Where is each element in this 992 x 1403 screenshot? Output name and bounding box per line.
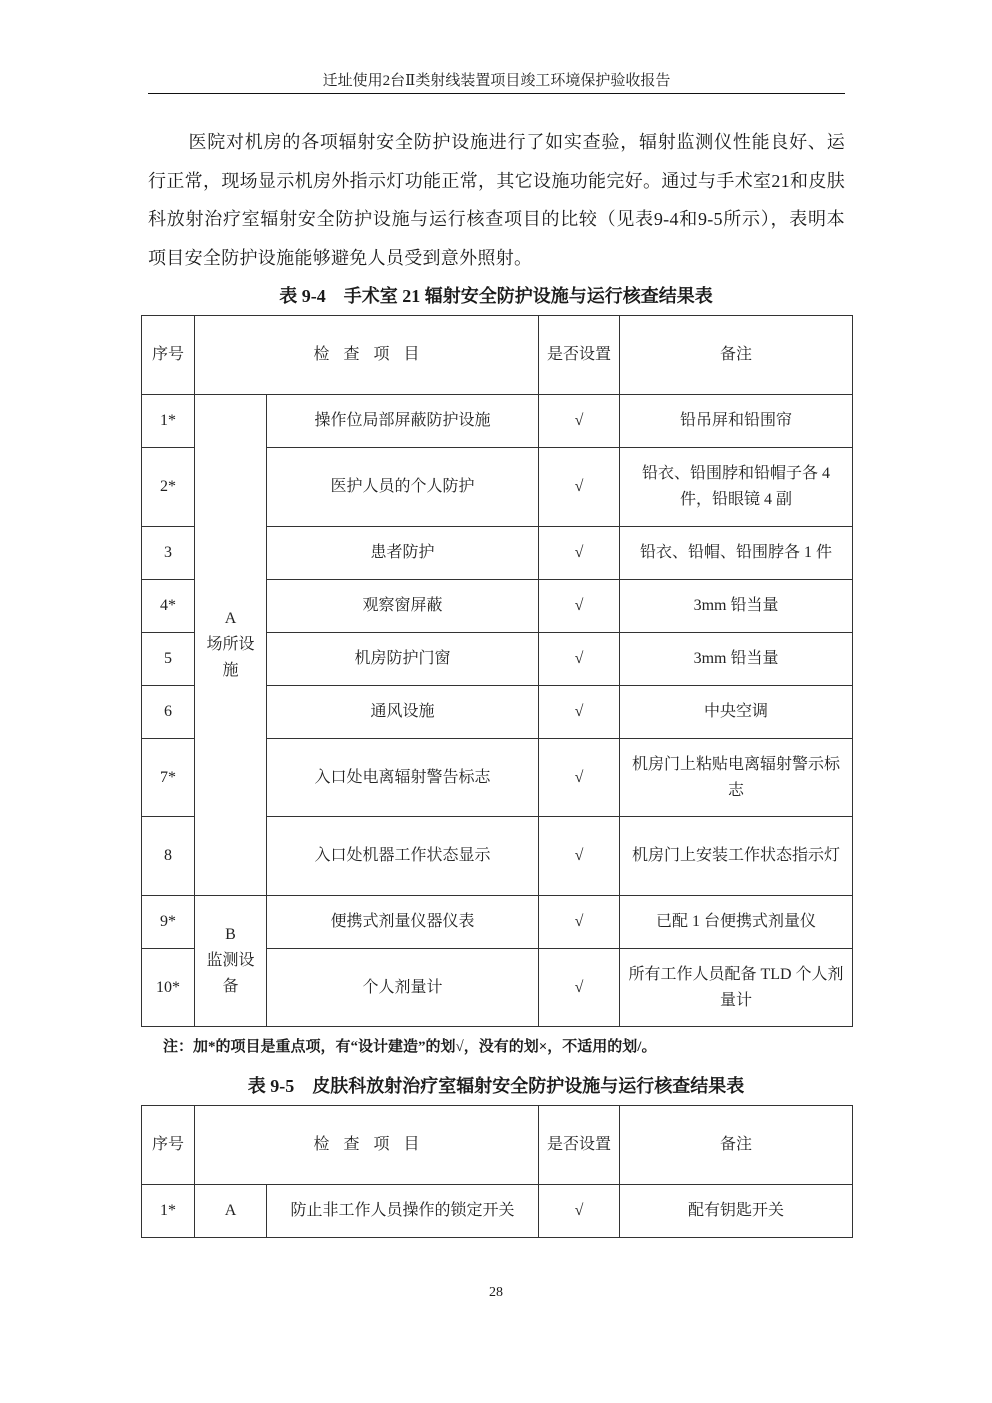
row-seq: 4*: [142, 580, 195, 633]
row-item: 通风设施: [267, 686, 539, 739]
header-set: 是否设置: [539, 316, 620, 395]
header-item-text: 检查项目: [313, 1136, 434, 1153]
row-item: 操作位局部屏蔽防护设施: [267, 395, 539, 448]
header-item: [195, 316, 539, 395]
row-remark: 配有钥匙开关: [620, 1185, 853, 1238]
header-seq: 序号: [142, 316, 195, 395]
header-set: 是否设置: [539, 1106, 620, 1185]
row-seq: 6: [142, 686, 195, 739]
row-remark: 3mm 铅当量: [620, 633, 853, 686]
table-row: [142, 1185, 853, 1238]
row-seq: 5: [142, 633, 195, 686]
row-item: 机房防护门窗: [267, 633, 539, 686]
table-header-row: [142, 1106, 853, 1185]
row-remark: 铅衣、铅帽、铅围脖各 1 件: [620, 527, 853, 580]
row-set: √: [539, 527, 620, 580]
row-remark: 铅吊屏和铅围帘: [620, 395, 853, 448]
header-remark: 备注: [620, 1106, 853, 1185]
row-item: 医护人员的个人防护: [267, 448, 539, 527]
table-row: [142, 395, 853, 448]
row-item: 入口处机器工作状态显示: [267, 817, 539, 896]
group-code: A: [224, 610, 237, 627]
row-group: A: [195, 1185, 267, 1238]
group-a-cell: [195, 395, 267, 896]
row-set: √: [539, 448, 620, 527]
body-paragraph-text: 医院对机房的各项辐射安全防护设施进行了如实查验，辐射监测仪性能良好、运行正常，现场显示机房外指示灯功能正常，其它设施功能完好。通过与手术室21和皮肤科放射治疗室辐射安全防护设施与运行核查项目的比较（见表9-4和9-5所示），表明本项目安全防护设施能够避免人员受到意外照射。: [148, 132, 845, 268]
row-seq: 1*: [142, 395, 195, 448]
table-header-row: [142, 316, 853, 395]
row-remark: 3mm 铅当量: [620, 580, 853, 633]
table-9-4: [141, 315, 853, 1027]
row-remark: 铅衣、铅围脖和铅帽子各 4 件，铅眼镜 4 副: [620, 448, 853, 527]
body-paragraph: [148, 123, 845, 277]
table-9-5-caption: 表 9-5 皮肤科放射治疗室辐射安全防护设施与运行核查结果表: [247, 1076, 745, 1096]
row-seq: 8: [142, 817, 195, 896]
row-item: 防止非工作人员操作的锁定开关: [267, 1185, 539, 1238]
group-code: B: [225, 926, 236, 943]
table-9-4-note: 注：加*的项目是重点项，有“设计建造”的划√，没有的划×，不适用的划/。: [163, 1039, 657, 1055]
row-seq: 3: [142, 527, 195, 580]
row-item: 便携式剂量仪器仪表: [267, 896, 539, 949]
row-seq: 2*: [142, 448, 195, 527]
row-item: 患者防护: [267, 527, 539, 580]
row-remark: 机房门上粘贴电离辐射警示标志: [620, 739, 853, 817]
row-set: √: [539, 739, 620, 817]
running-header-title: 迁址使用2台Ⅱ类射线装置项目竣工环境保护验收报告: [322, 73, 671, 89]
header-rule: [148, 93, 845, 94]
row-seq: 9*: [142, 896, 195, 949]
row-set: √: [539, 633, 620, 686]
group-name: 场所设施: [206, 636, 255, 679]
header-item-text: 检查项目: [313, 346, 434, 363]
page-number: 28: [489, 1285, 503, 1300]
row-remark: 所有工作人员配备 TLD 个人剂量计: [620, 949, 853, 1027]
row-item: 个人剂量计: [267, 949, 539, 1027]
table-9-4-caption: 表 9-4 手术室 21 辐射安全防护设施与运行核查结果表: [279, 286, 713, 306]
row-item: 入口处电离辐射警告标志: [267, 739, 539, 817]
header-remark: 备注: [620, 316, 853, 395]
row-item: 观察窗屏蔽: [267, 580, 539, 633]
row-set: √: [539, 395, 620, 448]
row-remark: 中央空调: [620, 686, 853, 739]
row-seq: 10*: [142, 949, 195, 1027]
header-item: [195, 1106, 539, 1185]
row-set: √: [539, 896, 620, 949]
row-set: √: [539, 1185, 620, 1238]
row-set: √: [539, 580, 620, 633]
header-seq: 序号: [142, 1106, 195, 1185]
row-set: √: [539, 686, 620, 739]
table-row: [142, 896, 853, 949]
group-b-cell: [195, 896, 267, 1027]
table-9-5: [141, 1105, 853, 1238]
row-set: √: [539, 949, 620, 1027]
row-remark: 机房门上安装工作状态指示灯: [620, 817, 853, 896]
row-set: √: [539, 817, 620, 896]
row-remark: 已配 1 台便携式剂量仪: [620, 896, 853, 949]
row-seq: 7*: [142, 739, 195, 817]
row-seq: 1*: [142, 1185, 195, 1238]
group-name: 监测设备: [206, 952, 255, 995]
